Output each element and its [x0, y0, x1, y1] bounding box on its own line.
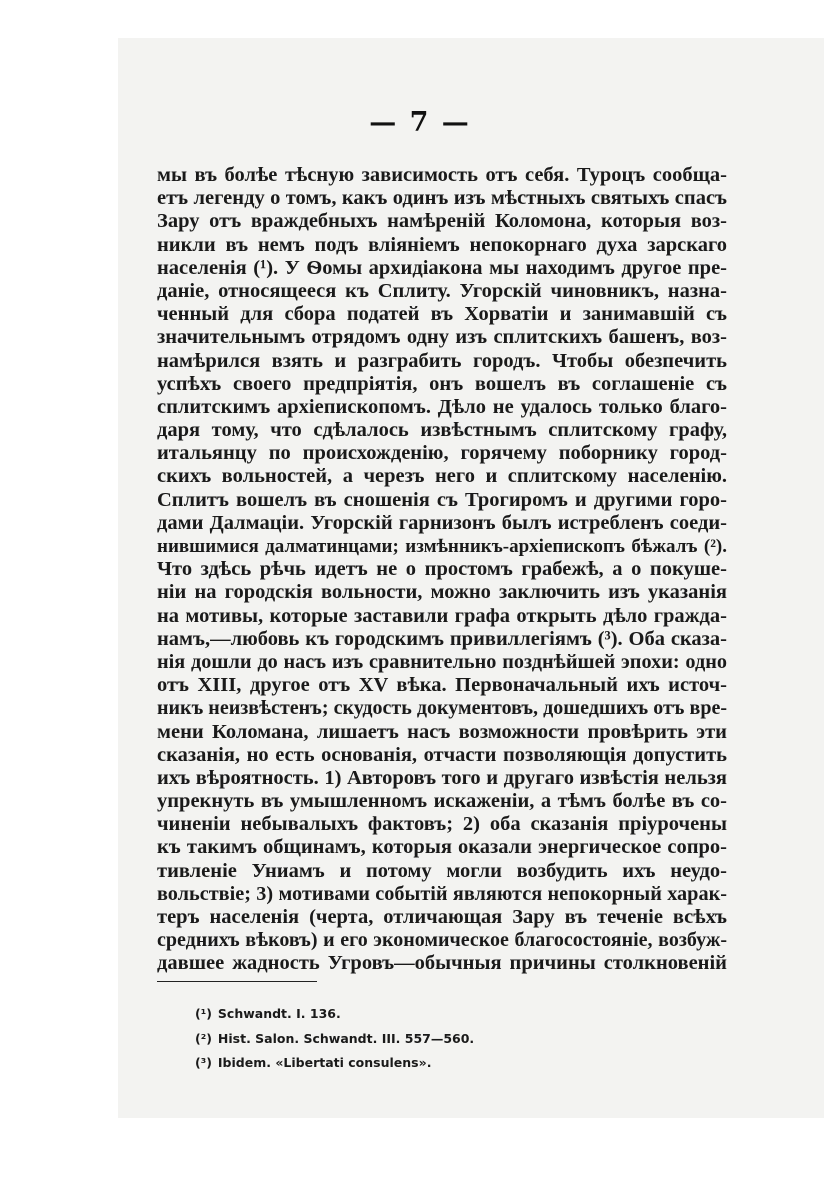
text-line: ніи на городскія вольности, можно заключить изъ указанія [157, 581, 727, 604]
text-line: къ такимъ общинамъ, которыя оказали энергическое сопро- [157, 836, 727, 859]
text-line: сказанія, но есть основанія, отчасти позволяющія допустить [157, 743, 727, 766]
text-line: упрекнуть въ умышленномъ искаженіи, а тѣмъ болѣе въ со- [157, 790, 727, 813]
text-line: етъ легенду о томъ, какъ одинъ изъ мѣстныхъ святыхъ спасъ [157, 187, 727, 210]
text-line: Сплитъ вошелъ въ сношенія съ Трогиромъ и другими горо- [157, 488, 727, 511]
text-line: сплитскимъ архіепископомъ. Дѣло не удалось только благо- [157, 395, 727, 418]
text-line: никли въ немъ подъ вліяніемъ непокорнаго духа зарскаго [157, 233, 727, 256]
footnote-mark: (¹) [195, 1006, 212, 1021]
text-line: отъ XIII, другое отъ XV вѣка. Первоначальный ихъ источ- [157, 674, 727, 697]
footnote-text: Hist. Salon. Schwandt. III. 557—560. [217, 1030, 475, 1046]
text-line: теръ населенія (черта, отличающая Зару въ теченіе всѣхъ [157, 906, 727, 928]
text-line: Что здѣсь рѣчь идетъ не о простомъ грабежѣ, а о покуше- [157, 558, 727, 581]
text-line: чиненіи небывалыхъ фактовъ; 2) оба сказанія пріурочены [157, 813, 727, 836]
footnotes [195, 1002, 474, 1076]
text-line: мы въ болѣе тѣсную зависимость отъ себя. Туроцъ сообща- [157, 164, 727, 186]
footnote [195, 1051, 474, 1076]
text-line: никъ неизвѣстенъ; скудость документовъ, дошедшихъ отъ вре- [157, 697, 727, 720]
text-line: населенія (¹). У Ѳомы архидіакона мы находимъ другое пре- [157, 256, 727, 279]
text-line: тивленіе Униамъ и потому могли возбудить ихъ неудо- [157, 859, 727, 882]
text-line: даніе, относящееся къ Сплиту. Угорскій чиновникъ, назна- [157, 279, 727, 302]
text-line: намъ,—любовь къ городскимъ привиллегіямъ (³). Оба сказа- [157, 627, 727, 650]
footnote-text: Ibidem. «Libertati consulens». [217, 1055, 432, 1070]
text-line: итальянцу по происхожденію, горячему поборнику город- [157, 442, 727, 465]
page-number: — 7 — [369, 107, 471, 138]
text-line: давшее жадность Угровъ—обычныя причины столкновеній [157, 952, 727, 975]
text-line: мени Коломана, лишаетъ насъ возможности провѣрить эти [157, 720, 727, 743]
text-line: значительнымъ отрядомъ одну изъ сплитскихъ башенъ, воз- [157, 326, 727, 349]
text-line: намѣрился взять и разграбить городъ. Чтобы обезпечить [157, 349, 727, 372]
text-line: ченный для сбора податей въ Хорватіи и занимавшій съ [157, 303, 727, 326]
text-line: вольствіе; 3) мотивами событій являются непокорный харак- [157, 882, 727, 905]
text-line: нія дошли до насъ изъ сравнительно позднѣйшей эпохи: одно [157, 650, 727, 673]
text-line: даря тому, что сдѣлалось извѣстнымъ сплитскому графу, [157, 419, 727, 442]
text-line: дами Далмаціи. Угорскій гарнизонъ былъ истребленъ соеди- [157, 511, 727, 534]
text-line: Зару отъ враждебныхъ намѣреній Коломона, которыя воз- [157, 210, 727, 233]
text-line: на мотивы, которые заставили графа открыть дѣло гражда- [157, 604, 727, 627]
text-line: ихъ вѣроятность. 1) Авторовъ того и другаго извѣстія нельзя [157, 766, 727, 789]
text-line: успѣхъ своего предпріятія, онъ вошелъ въ соглашеніе съ [157, 372, 727, 395]
footnote [195, 1027, 474, 1052]
footnote-separator [157, 981, 317, 982]
footnote [195, 1002, 474, 1027]
footnote-mark: (³) [195, 1055, 212, 1070]
text-line: среднихъ вѣковъ) и его экономическое благосостояніе, возбуж- [157, 929, 727, 952]
text-line: скихъ вольностей, а черезъ него и сплитскому населенію. [157, 465, 727, 488]
footnote-mark: (²) [195, 1030, 212, 1046]
body-text [157, 164, 727, 976]
text-line: нившимися далматинцами; измѣнникъ-архіепископъ бѣжалъ (²). [157, 536, 727, 557]
footnote-text: Schwandt. I. 136. [217, 1006, 341, 1021]
